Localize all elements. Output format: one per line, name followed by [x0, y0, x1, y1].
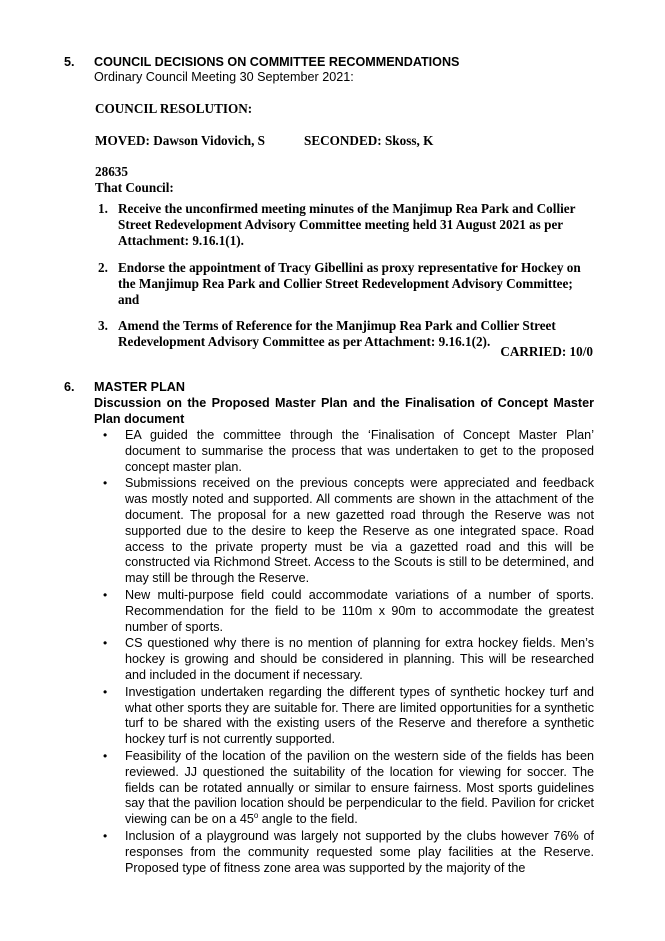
- section-5-title: COUNCIL DECISIONS ON COMMITTEE RECOMMENDATIONS: [94, 55, 460, 69]
- section-6-number: 6.: [64, 380, 75, 394]
- degree-superscript: o: [253, 810, 259, 820]
- resolution-heading: COUNCIL RESOLUTION:: [95, 101, 253, 116]
- bullet-icon: •: [103, 828, 108, 843]
- resolution-item-text: Endorse the appointment of Tracy Gibellini as proxy representative for Hockey on the Manjimup Rea Park and Collier Street Redevelopment Advisory Committee; and: [118, 259, 581, 308]
- bullet-item: [94, 476, 594, 587]
- bullet-icon: •: [103, 636, 108, 651]
- bullet-text: New multi-purpose field could accommodate variations of a number of sports. Recommendation for the field to be 110m x 90m to accommodate the greatest number of sports.: [125, 587, 594, 634]
- seconded-by: SECONDED: Skoss, K: [304, 133, 434, 148]
- moved-by: MOVED: Dawson Vidovich, S: [95, 133, 265, 148]
- section-5-subtitle: Ordinary Council Meeting 30 September 2021:: [94, 70, 354, 84]
- bullet-item: [94, 829, 594, 876]
- bullet-text: Inclusion of a playground was largely not supported by the clubs however 76% of responses from the community requested some play facilities at the Reserve. Proposed type of fitness zone area was supported by the majority of the: [125, 828, 594, 875]
- bullet-text: EA guided the committee through the ‘Finalisation of Concept Master Plan’ document to summarise the process that was undertaken to get to the proposed concept master plan.: [125, 428, 594, 474]
- bullet-item: [94, 749, 594, 828]
- bullet-text: Submissions received on the previous concepts were appreciated and feedback was mostly noted and supported. All comments are shown in the attachment of the document. The proposal for a new gazetted road through the Reserve was not supported due to the desire to keep the Reserve as one integrated space. Road access to the private property must be via a gazetted road and this will be constructed via Richmond Street. Access to the Scouts is still to be determined, and may still be through the Reserve.: [125, 476, 594, 586]
- bullet-icon: •: [103, 476, 108, 491]
- bullet-text-part: Feasibility of the location of the pavilion on the western side of the fields has been reviewed. JJ questioned the suitability of the location for viewing for soccer. The fields can be rotated annually or similar to ensure fairness. Most sports guidelines say that the pavilion location should be perpendicular to the field. Pavilion for cricket viewing can be on a 45: [125, 748, 594, 827]
- resolution-item-text: Receive the unconfirmed meeting minutes of the Manjimup Rea Park and Collier Street Redevelopment Advisory Committee meeting held 31 August 2021 as per Attachment: 9.16.1(1).: [118, 201, 576, 249]
- bullet-item: [94, 685, 594, 748]
- bullet-item: [94, 428, 594, 475]
- resolution-number: 28635: [95, 164, 128, 179]
- bullet-icon: •: [103, 748, 108, 763]
- bullet-icon: •: [103, 684, 108, 699]
- bullet-text-part: angle to the field.: [258, 812, 358, 827]
- resolution-item-number: 3.: [98, 318, 108, 334]
- resolution-item: [94, 260, 594, 309]
- resolution-list: [94, 201, 594, 361]
- resolution-item-number: 1.: [98, 201, 108, 216]
- resolution-item: [94, 201, 594, 250]
- bullet-item: [94, 588, 594, 635]
- discussion-bullets: [94, 428, 594, 877]
- bullet-text: Investigation undertaken regarding the different types of synthetic hockey turf and what other sports they are suitable for. There are limited opportunities for a synthetic turf to be shared with the existing users of the Reserve and therefore a synthetic hockey turf is not currently supported.: [125, 684, 594, 747]
- that-council: That Council:: [95, 180, 174, 195]
- carried-status: CARRIED: 10/0: [500, 344, 593, 359]
- bullet-icon: •: [103, 587, 108, 602]
- resolution-item-text: Amend the Terms of Reference for the Manjimup Rea Park and Collier Street Redevelopment Advisory Committee as per Attachment: 9.16.1(2).: [118, 318, 556, 350]
- section-6-subheading: Discussion on the Proposed Master Plan and the Finalisation of Concept Master Plan document: [94, 396, 594, 426]
- resolution-item-number: 2.: [98, 259, 108, 275]
- bullet-icon: •: [103, 428, 108, 442]
- bullet-text: [125, 749, 594, 826]
- section-5-number: 5.: [64, 55, 75, 69]
- bullet-text: CS questioned why there is no mention of planning for extra hockey fields. Men’s hockey is growing and should be considered in planning. This will be researched and included in the document if necessary.: [125, 636, 594, 682]
- bullet-item: [94, 636, 594, 683]
- section-6-title: MASTER PLAN: [94, 380, 185, 394]
